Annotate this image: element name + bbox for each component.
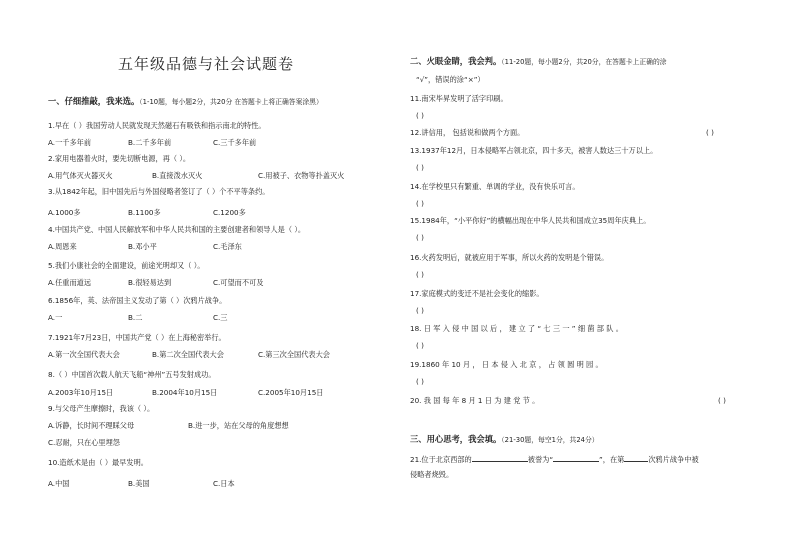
option-1-a[interactable]: A.一千多年前 <box>48 138 92 147</box>
answer-bracket-13[interactable]: ( ) <box>416 163 424 172</box>
option-8-c[interactable]: C.2005年10月15日 <box>258 388 324 397</box>
tf-question-12: 12.讲信用， 包括说和做两个方面。 <box>410 128 525 137</box>
question-8: 8.（ ）中国首次载人航天飞船“神州”五号发射成功。 <box>48 370 216 379</box>
answer-bracket-12[interactable]: ( ) <box>706 128 714 137</box>
tf-question-14: 14.在学校里只有繁重、单调的学业，没有快乐可言。 <box>410 182 580 191</box>
question-21: 21.位于北京西部的 被誉为“ ”，在第 次鸦片战争中被 <box>410 455 699 464</box>
option-2-a[interactable]: A.用气体灭火器灭火 <box>48 171 113 180</box>
option-9-b[interactable]: B.进一步，站在父母的角度想想 <box>188 421 289 430</box>
option-7-c[interactable]: C.第三次全国代表大会 <box>258 350 330 359</box>
option-8-b[interactable]: B.2004年10月15日 <box>152 388 218 397</box>
option-3-c[interactable]: C.1200多 <box>213 208 246 217</box>
option-4-c[interactable]: C.毛泽东 <box>213 242 242 251</box>
option-5-a[interactable]: A.任重而道远 <box>48 278 92 287</box>
blank-21-1[interactable] <box>472 454 528 462</box>
tf-question-20: 20. 我 国 每 年 8 月 1 日 为 建 党 节 。 <box>410 396 540 405</box>
section2-heading: 二、火眼金睛，我会判。（11-20题，每小题2分，共20分，在答题卡上正确的涂 <box>410 56 667 66</box>
question-2: 2.家用电器着火时，要先切断电源，再（ ）。 <box>48 154 191 163</box>
option-9-a[interactable]: A.诉静，长时间不理睬父母 <box>48 421 135 430</box>
question-5: 5.我们小康社会的全面建设，前途光明却又（ ）。 <box>48 261 205 270</box>
option-8-a[interactable]: A.2003年10月15日 <box>48 388 114 397</box>
tf-question-18: 18. 日 军 入 侵 中 国 以 后 ， 建 立 了 “ 七 三 一 ” 细 菌 部 队 。 <box>410 324 623 333</box>
option-10-b[interactable]: B.美国 <box>128 479 150 488</box>
page-title: 五年级品德与社会试题卷 <box>118 55 295 73</box>
option-10-a[interactable]: A.中国 <box>48 479 70 488</box>
question-6: 6.1856年，英、法帝国主义发动了第（ ）次鸦片战争。 <box>48 296 227 305</box>
section2-note-cont: “√”，错误的涂“×”） <box>416 75 485 84</box>
answer-bracket-11[interactable]: ( ) <box>416 111 424 120</box>
option-6-c[interactable]: C.三 <box>213 313 228 322</box>
question-7: 7.1921年7月23日，中国共产党（ ）在上海秘密举行。 <box>48 333 226 342</box>
option-1-b[interactable]: B.二千多年前 <box>128 138 172 147</box>
option-7-a[interactable]: A.第一次全国代表大会 <box>48 350 120 359</box>
tf-question-15: 15.1984年，“小平你好”的横幅出现在中华人民共和国成立35周年庆典上。 <box>410 216 651 225</box>
answer-bracket-20[interactable]: ( ) <box>718 396 726 405</box>
blank-21-3[interactable] <box>624 454 648 462</box>
option-3-a[interactable]: A.1000多 <box>48 208 81 217</box>
question-4: 4.中国共产党、中国人民解放军和中华人民共和国的主要创建者和领导人是（ ）。 <box>48 225 306 234</box>
tf-question-16: 16.火药发明后，就被应用于军事，所以火药的发明是个错误。 <box>410 253 609 262</box>
question-3: 3.从1842年起，旧中国先后与外国侵略者签订了（ ）个不平等条约。 <box>48 187 270 196</box>
option-2-c[interactable]: C.用被子、衣物等扑盖灭火 <box>258 171 345 180</box>
question-1: 1.早在（ ）我国劳动人民就发现天然磁石有吸铁和指示南北的特性。 <box>48 121 266 130</box>
answer-bracket-19[interactable]: ( ) <box>416 377 424 386</box>
option-4-b[interactable]: B.邓小平 <box>128 242 157 251</box>
answer-bracket-16[interactable]: ( ) <box>416 270 424 279</box>
option-10-c[interactable]: C.日本 <box>213 479 235 488</box>
section1-heading: 一、仔细推敲，我来选。（1-10题，每小题2分，共20分 在答题卡上将正确答案涂黑） <box>48 96 323 106</box>
answer-bracket-15[interactable]: ( ) <box>416 233 424 242</box>
option-1-c[interactable]: C.三千多年前 <box>213 138 257 147</box>
blank-21-2[interactable] <box>553 454 599 462</box>
option-3-b[interactable]: B.1100多 <box>128 208 161 217</box>
tf-question-13: 13.1937年12月，日本侵略军占领北京，四十多天，被害人数达三十万以上。 <box>410 146 658 155</box>
option-5-b[interactable]: B.很轻易达到 <box>128 278 172 287</box>
option-4-a[interactable]: A.周恩来 <box>48 242 77 251</box>
option-5-c[interactable]: C.可望而不可及 <box>213 278 264 287</box>
tf-question-17: 17.家庭模式的变迁不是社会变化的缩影。 <box>410 289 544 298</box>
question-9: 9.与父母产生摩擦时，我该（ ）。 <box>48 404 155 413</box>
tf-question-19: 19.1860 年 10 月 ， 日 本 侵 入 北 京 ， 占 领 圆 明 园 。 <box>410 360 603 369</box>
question-21-cont: 侵略者烧毁。 <box>410 470 454 479</box>
answer-bracket-17[interactable]: ( ) <box>416 306 424 315</box>
section3-heading: 三、用心思考，我会填。（21-30题，每空1分，共24分） <box>410 434 599 444</box>
answer-bracket-14[interactable]: ( ) <box>416 199 424 208</box>
option-2-b[interactable]: B.直接泼水灭火 <box>152 171 203 180</box>
option-9-c[interactable]: C.忍耐，只在心里埋怨 <box>48 438 120 447</box>
option-6-b[interactable]: B.二 <box>128 313 143 322</box>
question-10: 10.造纸术是由（ ）最早发明。 <box>48 458 148 467</box>
option-7-b[interactable]: B.第二次全国代表大会 <box>152 350 224 359</box>
answer-bracket-18[interactable]: ( ) <box>416 341 424 350</box>
tf-question-11: 11.南宋毕昇发明了活字印刷。 <box>410 94 508 103</box>
option-6-a[interactable]: A.一 <box>48 313 63 322</box>
